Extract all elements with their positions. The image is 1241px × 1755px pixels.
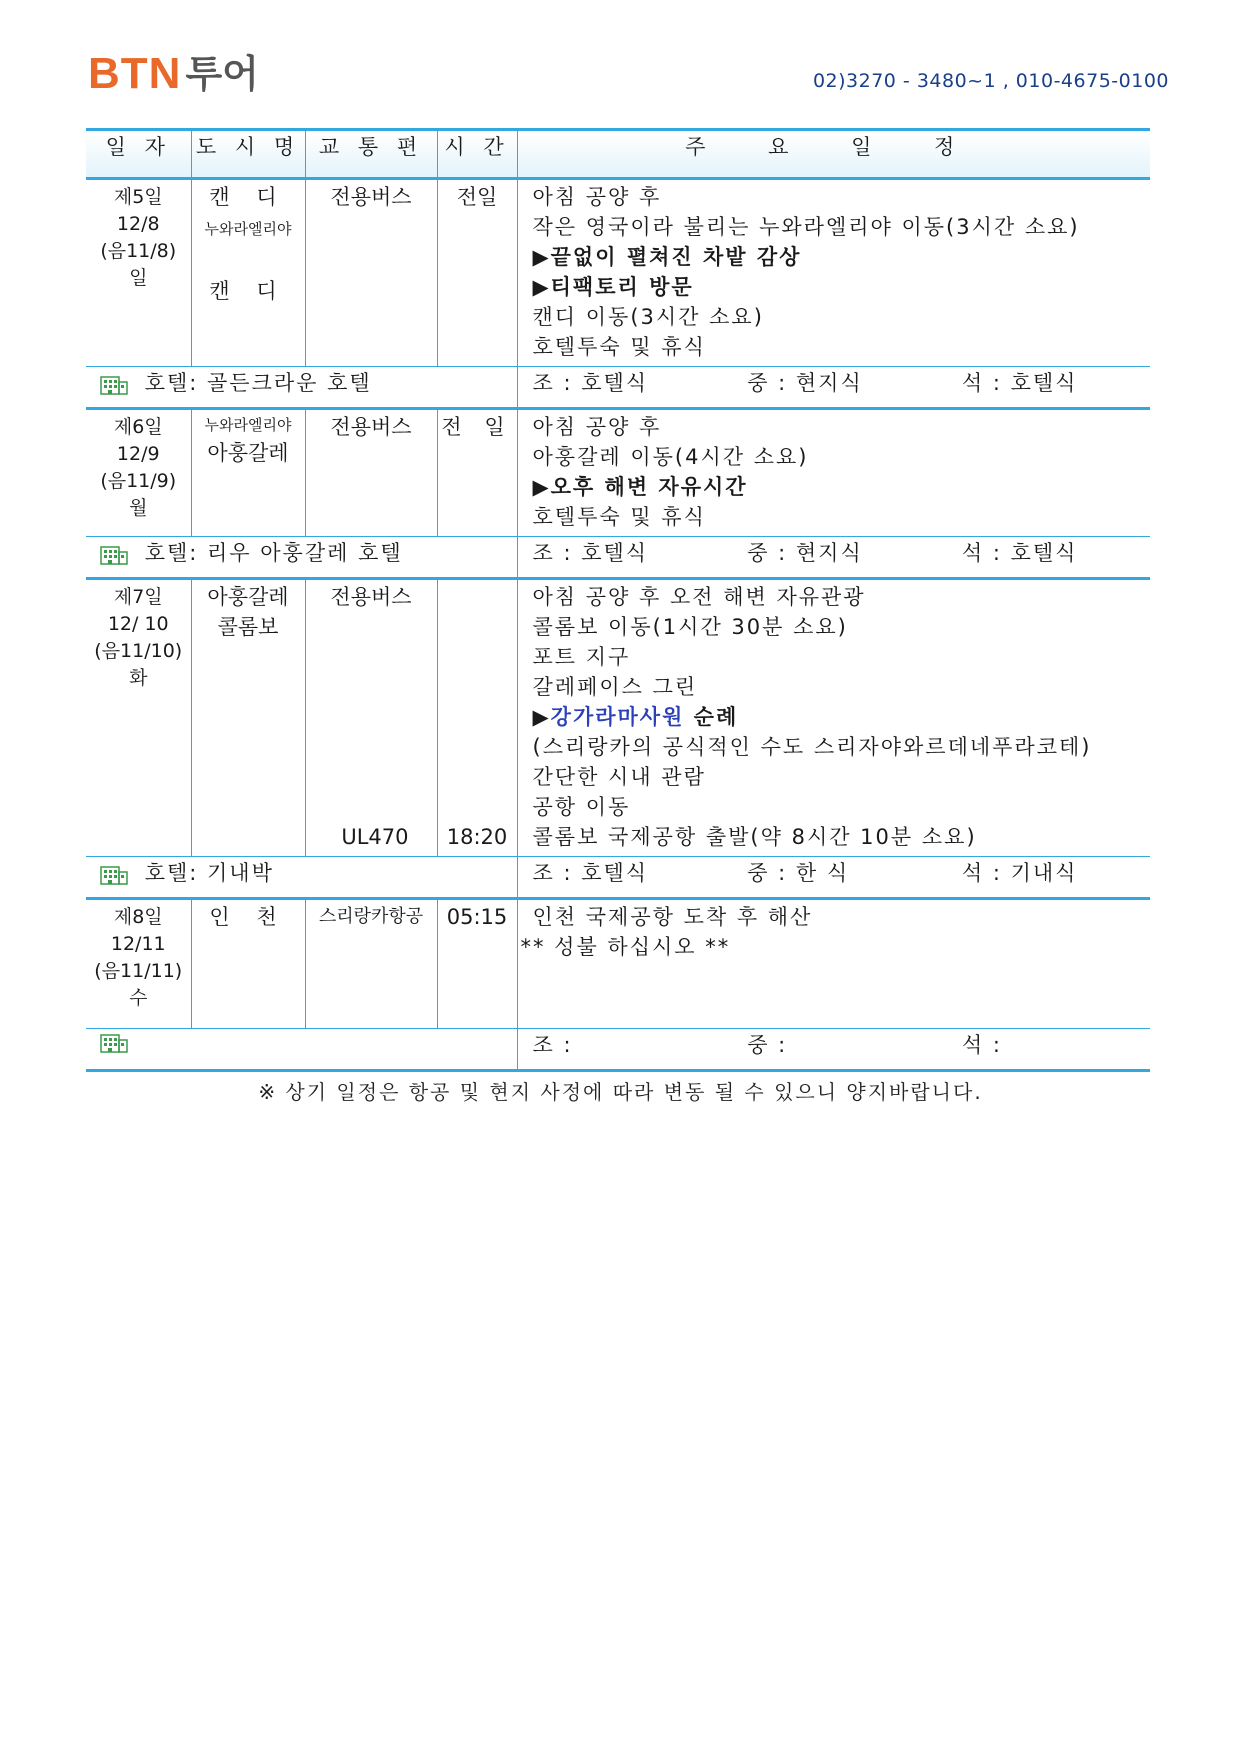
pilgrimage-label: 순례 [684,705,739,729]
logo-brand: BTN [88,49,182,98]
meal-breakfast: 조 : 호텔식 [532,541,649,565]
weekday: 수 [129,987,148,1009]
time-cell: 전일 [437,179,517,367]
city-cell [191,899,305,1029]
lunar-date: (음11/10) [94,640,183,662]
meals-cell [517,367,1150,409]
contact-phone: 02)3270 - 3480~1 , 010-4675-0100 [812,70,1169,92]
building-icon [100,543,128,565]
lunar-date: (음11/11) [94,960,183,982]
building-icon [100,373,128,395]
meal-lunch: 중 : 한 식 [747,861,850,885]
table-row [86,179,1150,367]
day-label: 제8일 [113,906,163,928]
plan-line: 아훙갈레 이동(4시간 소요) [532,445,809,469]
date-label: 12/9 [116,443,160,465]
plan-line: 아침 공양 후 [532,415,662,439]
weekday: 화 [129,667,148,689]
col-transport: 교 통 편 [305,130,437,179]
plan-line: 아침 공양 후 오전 해변 자유관광 [532,585,866,609]
meal-lunch: 중 : 현지식 [747,371,863,395]
plan-line: 캔디 이동(3시간 소요) [532,305,764,329]
building-icon [100,863,128,885]
meals-cell [517,857,1150,899]
weekday: 일 [129,267,148,289]
plan-line: (스리랑카의 공식적인 수도 스리자야와르데네푸라코테) [532,735,1092,759]
col-date: 일 자 [86,130,191,179]
transport-cell: 스리랑카항공 [305,899,437,1029]
date-label: 12/ 10 [107,613,169,635]
date-cell [86,899,191,1029]
plan-line-highlight [533,702,1151,732]
time-cell: 전 일 [437,409,517,537]
plan-line: 인천 국제공항 도착 후 해산 [532,905,813,929]
meal-breakfast: 조 : [532,1033,573,1057]
day-label: 제6일 [113,416,163,438]
meals-cell [517,537,1150,579]
plan-line: 간단한 시내 관람 [532,765,706,789]
hotel-name: 호텔: 리우 아훙갈레 호텔 [144,541,403,565]
weekday: 월 [129,497,148,519]
city-cell [191,179,305,367]
logo [88,49,259,98]
date-cell [86,579,191,857]
date-cell [86,179,191,367]
plan-line: 호텔투숙 및 휴식 [532,505,706,529]
hotel-cell [86,367,517,409]
city-cell [191,409,305,537]
hotel-cell [86,537,517,579]
plan-line: ** 성불 하십시오 ** [520,935,731,959]
logo-sub: 투어 [185,52,259,96]
flight-number: UL470 [341,825,409,849]
plan-line: 공항 이동 [532,795,631,819]
meal-lunch: 중 : 현지식 [747,541,863,565]
transport-cell: 전용버스 [305,179,437,367]
plan-line: 아침 공양 후 [532,185,662,209]
plan-line: 호텔투숙 및 휴식 [532,335,706,359]
footer-note: ※ 상기 일정은 항공 및 현지 사정에 따라 변동 될 수 있으니 양지바랍니다. [258,1080,983,1104]
hotel-row [86,537,1150,579]
plan-line: 콜롬보 국제공항 출발(약 8시간 10분 소요) [532,825,977,849]
city-name: 인 천 [209,905,287,929]
meal-dinner: 석 : 기내식 [961,861,1078,885]
plan-cell [517,179,1150,367]
departure-time: 18:20 [446,825,508,849]
col-city: 도 시 명 [191,130,305,179]
plan-cell [517,899,1150,1029]
meal-breakfast: 조 : 호텔식 [532,861,649,885]
city-name: 콜롬보 [217,615,279,639]
hotel-row [86,367,1150,409]
transport-cell: 전용버스 [305,409,437,537]
city-cell [191,579,305,857]
day-label: 제7일 [113,586,163,608]
lunar-date: (음11/8) [100,240,177,262]
date-label: 12/8 [116,213,160,235]
city-name: 아훙갈레 [207,441,289,465]
hotel-row [86,1029,1150,1071]
plan-line: 포트 지구 [532,645,631,669]
bullet-marker: ▶ [532,705,551,729]
col-plan: 주 요 일 정 [517,130,1150,179]
lunar-date: (음11/9) [100,470,177,492]
building-icon [100,1031,128,1053]
plan-cell [517,409,1150,537]
plan-line: ▶끝없이 펼쳐진 차밭 감상 [532,245,802,269]
plan-cell [517,579,1150,857]
plan-line: 작은 영국이라 불리는 누와라엘리야 이동(3시간 소요) [532,215,1080,239]
table-row [86,409,1150,537]
date-cell [86,409,191,537]
temple-name: 강가라마사원 [550,705,685,729]
table-row [86,899,1150,1029]
meal-dinner: 석 : 호텔식 [961,541,1078,565]
hotel-row [86,857,1150,899]
transport-label: 전용버스 [330,585,412,609]
plan-line: 갈레페이스 그린 [532,675,698,699]
itinerary-table [86,128,1150,1072]
hotel-cell [86,1029,517,1071]
city-name: 누와라엘리야 [204,416,292,434]
col-time: 시 간 [437,130,517,179]
plan-line: ▶티팩토리 방문 [532,275,694,299]
city-name: 누와라엘리야 [204,220,292,238]
table-row [86,579,1150,857]
meal-dinner: 석 : [961,1033,1002,1057]
day-label: 제5일 [113,186,163,208]
transport-cell [305,579,437,857]
time-cell [437,579,517,857]
plan-line: ▶오후 해변 자유시간 [532,475,748,499]
plan-line: 콜롬보 이동(1시간 30분 소요) [532,615,848,639]
meal-lunch: 중 : [747,1033,788,1057]
meal-dinner: 석 : 호텔식 [961,371,1078,395]
time-cell: 05:15 [437,899,517,1029]
date-label: 12/11 [110,933,166,955]
meal-breakfast: 조 : 호텔식 [532,371,649,395]
city-name: 아훙갈레 [207,585,289,609]
hotel-cell [86,857,517,899]
city-name: 캔 디 [209,279,287,303]
hotel-name: 호텔: 골든크라운 호텔 [144,371,372,395]
table-header [86,130,1150,179]
hotel-name: 호텔: 기내박 [144,861,274,885]
city-name: 캔 디 [209,185,287,209]
meals-cell [517,1029,1150,1071]
